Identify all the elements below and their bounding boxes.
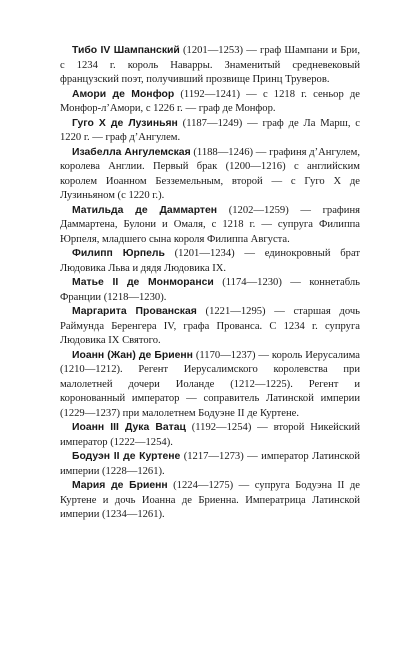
entry-description: (1201—1253) — граф Шампани и Бри, с 1234 г. король Наварры. Знаменитый средневековый французский поэт, получивший прозвище Принц Труверов. xyxy=(60,45,360,85)
entry-name: Матильда де Даммартен xyxy=(72,204,218,216)
entry-description: (1174—1230) — коннетабль Франции (1218—1230). xyxy=(60,277,361,303)
entry-baldwin-ii-courtenay xyxy=(60,450,360,479)
entry-hugh-x-lusignan xyxy=(60,117,360,146)
entry-description: (1217—1273) — император Латинской империи (1228—1261). xyxy=(60,451,360,477)
entry-marie-de-brienne xyxy=(60,479,360,523)
entry-amaury-de-montfort xyxy=(60,88,360,117)
entry-name: Матье II де Монморанси xyxy=(72,277,214,288)
entry-matthieu-ii-montmorency xyxy=(60,276,360,305)
entry-matilda-dammartin xyxy=(60,204,360,248)
entry-name: Филипп Юрпель xyxy=(72,248,165,259)
entry-name: Иоанн (Жан) де Бриенн xyxy=(72,349,193,361)
entry-description: (1170—1237) — король Иерусалима (1210—1212). Регент Иерусалимского королевства при малолетней дочери Иоланде (1212—1225). Регент и коронованный император — соправитель Латинской империи (1229—1237) при малолетнем Бодуэне II де Куртене. xyxy=(60,349,360,419)
entry-name: Маргарита Прованская xyxy=(72,306,197,317)
entry-isabella-angouleme xyxy=(60,146,360,204)
entry-description: (1224—1275) — супруга Бодуэна II де Куртене и дочь Иоанна де Бриенна. Императрица Латинской империи (1234—1261). xyxy=(60,480,360,520)
entry-thibaut-iv xyxy=(60,44,360,88)
entry-name: Бодуэн II де Куртене xyxy=(72,451,181,462)
entry-john-de-brienne xyxy=(60,349,360,422)
entry-name: Гуго X де Лузиньян xyxy=(72,117,178,129)
entry-description: (1221—1295) — старшая дочь Раймунда Беренгера IV, графа Прованса. С 1234 г. супруга Людовика IX Святого. xyxy=(60,306,360,346)
entry-description: (1192—1241) — с 1218 г. сеньор де Монфор-л’Амори, с 1226 г. — граф де Монфор. xyxy=(60,88,360,114)
entry-name: Изабелла Ангулемская xyxy=(72,146,191,158)
entry-philippe-hurepel xyxy=(60,247,360,276)
entry-name: Мария де Бриенн xyxy=(72,480,168,491)
glossary-text xyxy=(60,44,360,523)
entry-description: (1202—1259) — графиня Даммартена, Булони и Омаля, с 1218 г. — супруга Филиппа Юрпеля, младшего сына короля Филиппа Августа. xyxy=(60,204,360,245)
entry-description: (1201—1234) — единокровный брат Людовика Льва и дядя Людовика IX. xyxy=(60,248,360,274)
entry-name: Иоанн III Дука Ватац xyxy=(72,422,186,433)
entry-description: (1188—1246) — графиня д’Ангулем, королева Англии. Первый брак (1200—1216) с английским королем Иоанном Безземельным, второй — с Гуго X де Лузиньяном (с 1220 г.). xyxy=(60,146,360,201)
entry-margaret-provence xyxy=(60,305,360,349)
entry-name: Тибо IV Шампанский xyxy=(72,45,180,56)
entry-john-iii-vatatzes xyxy=(60,421,360,450)
entry-description: (1187—1249) — граф де Ла Марш, с 1220 г. — граф д’Ангулем. xyxy=(60,117,360,143)
entry-description: (1192—1254) — второй Никейский император (1222—1254). xyxy=(60,422,361,448)
entry-name: Амори де Монфор xyxy=(72,88,175,100)
